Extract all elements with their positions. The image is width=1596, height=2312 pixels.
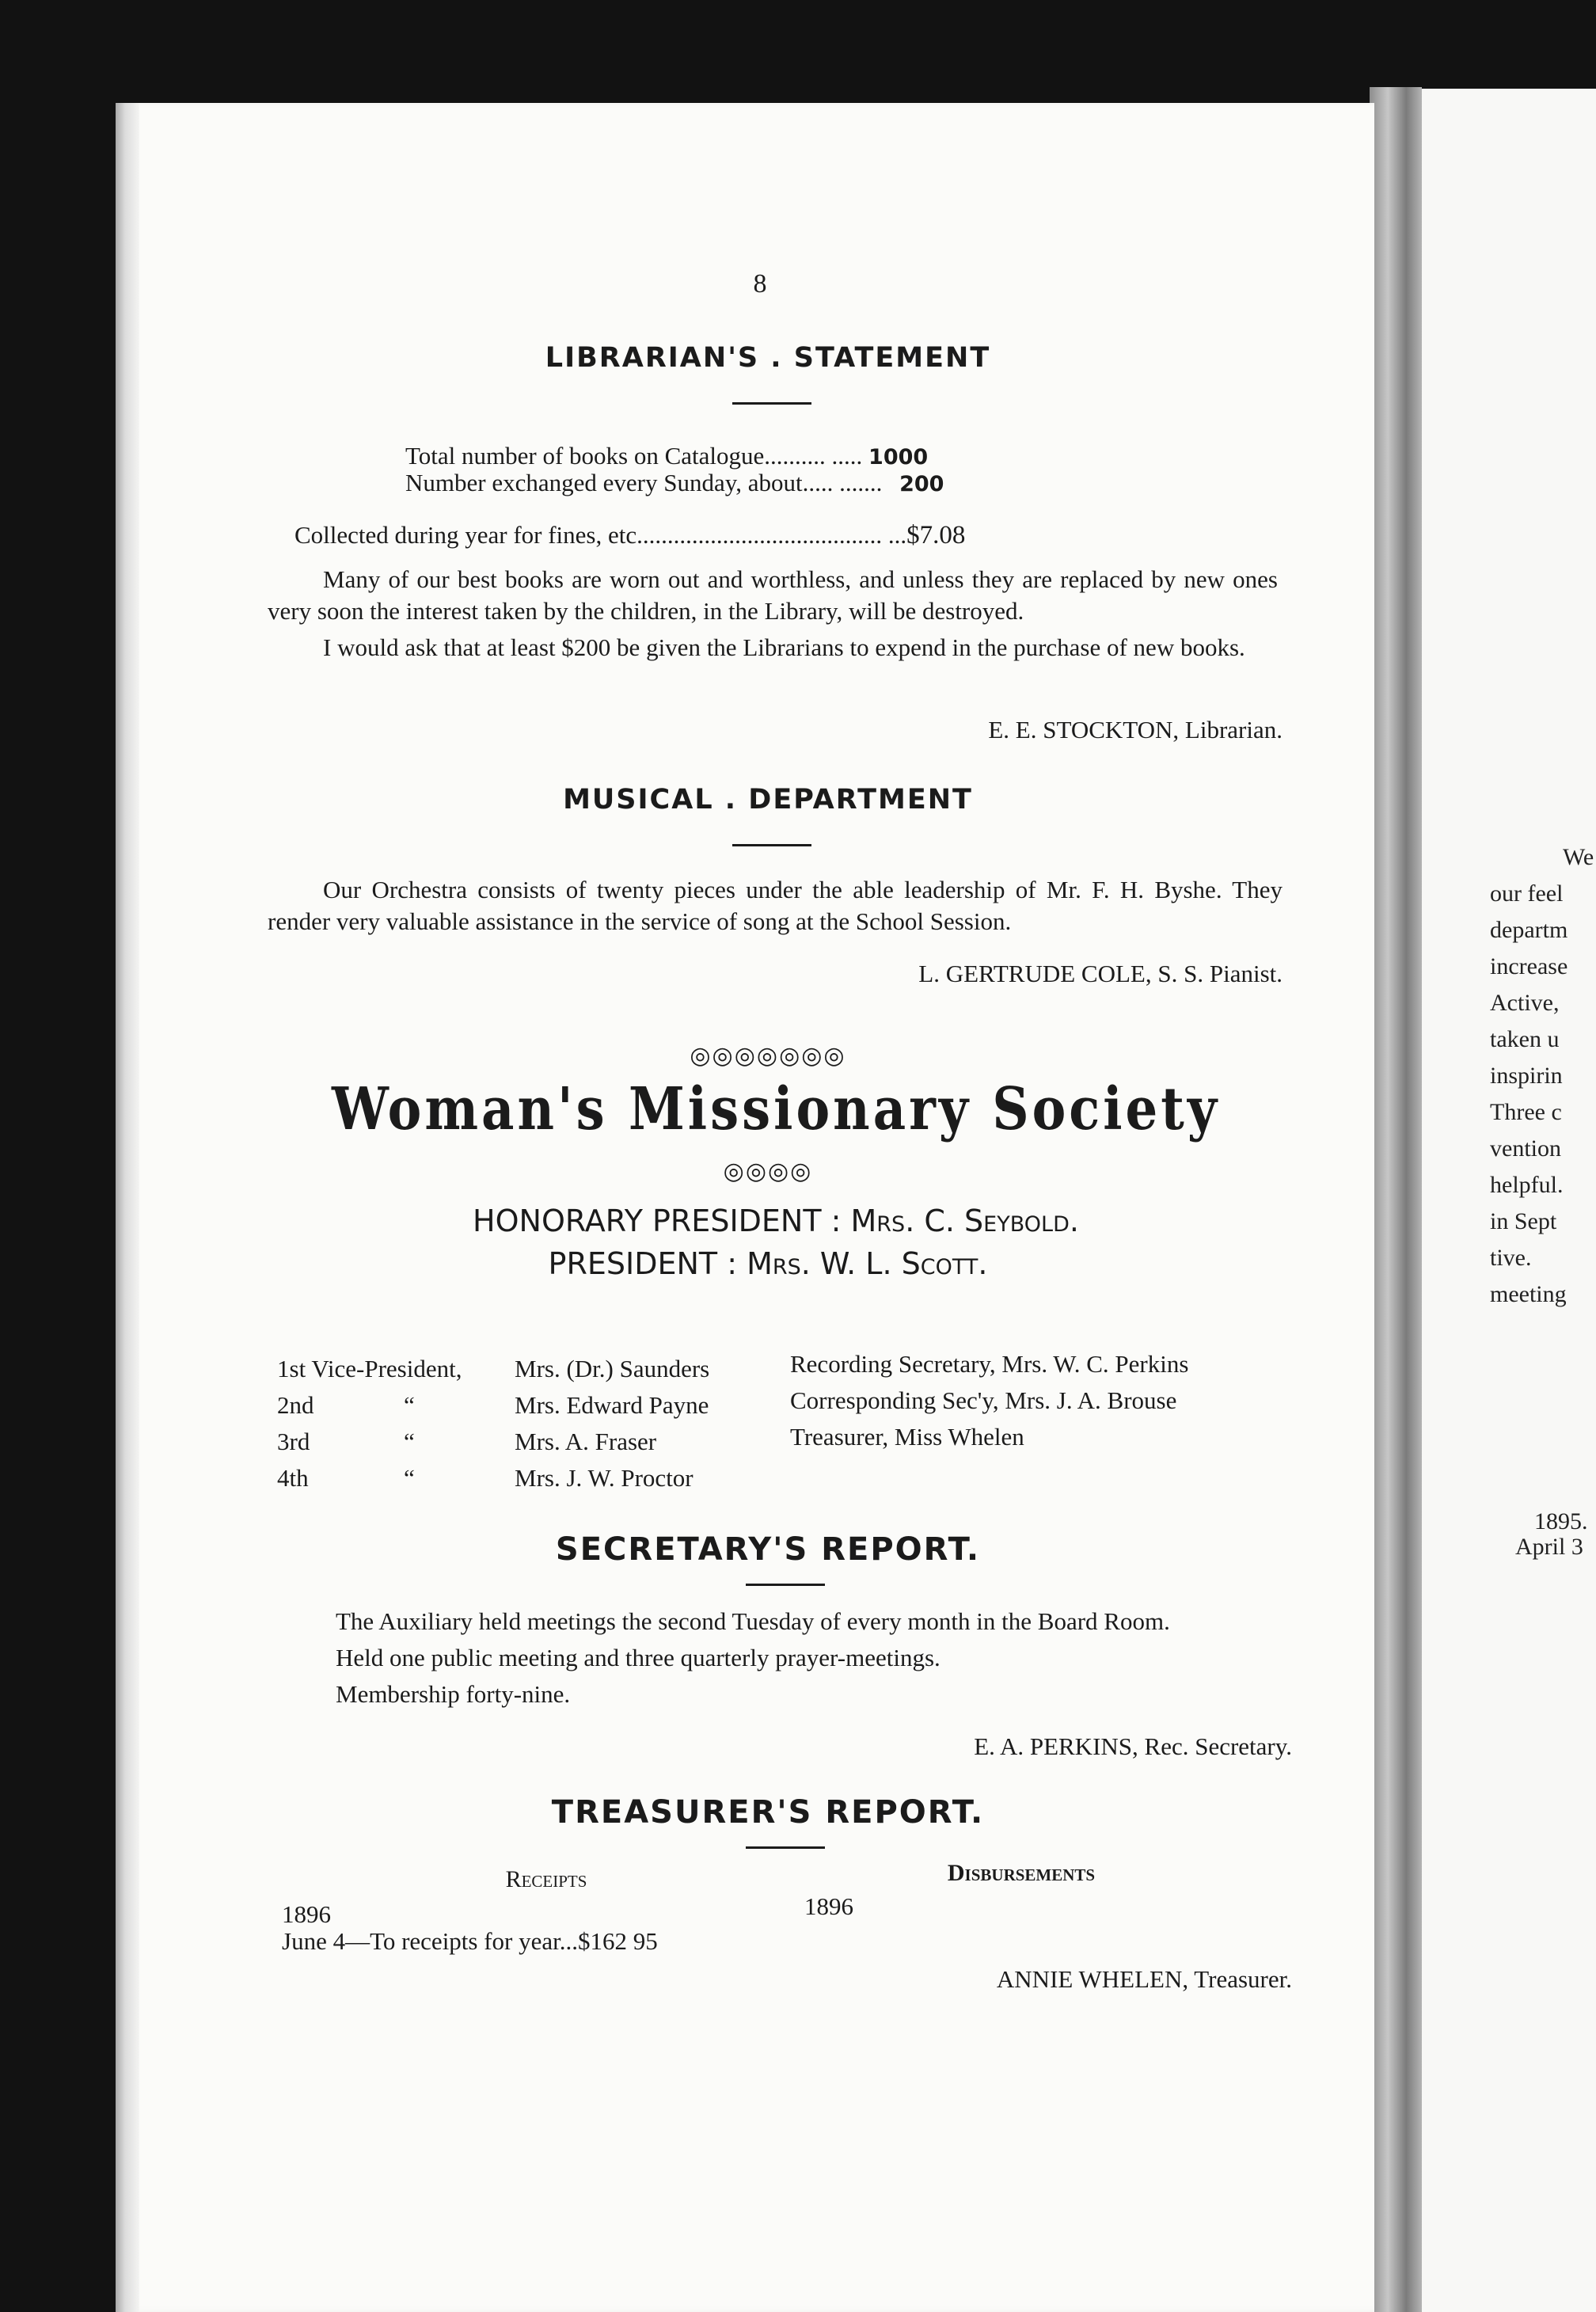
officer-row xyxy=(277,1387,768,1424)
society-ornament: ◎◎◎◎ xyxy=(723,1158,813,1185)
receipts-year: 1896 xyxy=(282,1900,331,1928)
exchanged-label: Number exchanged every Sunday, about..... ....... xyxy=(405,469,889,496)
facing-line: our feel xyxy=(1490,880,1564,907)
treasurer-heading: TREASURER'S REPORT. xyxy=(551,1794,985,1831)
page-edge-shadow xyxy=(116,103,139,2312)
book-gutter xyxy=(1370,87,1422,2312)
secretary-paragraph-1: The Auxiliary held meetings the second Tuesday of every month in the Board Room. xyxy=(336,1607,1170,1635)
facing-line: April 3 xyxy=(1515,1534,1583,1560)
receipts-line: June 4—To receipts for year...$162 95 xyxy=(282,1927,658,1955)
facing-line: increase xyxy=(1490,953,1568,979)
officer-corresponding-secretary: Corresponding Sec'y, Mrs. J. A. Brouse xyxy=(790,1386,1177,1414)
musical-paragraph: Our Orchestra consists of twenty pieces under the able leadership of Mr. F. H. Byshe. They render very valuable assistance in the service of song at the School Session. xyxy=(268,876,1282,935)
librarian-paragraph-2: I would ask that at least $200 be given the Librarians to expend in the purchase of new books. xyxy=(323,633,1245,661)
facing-line: tive. xyxy=(1490,1245,1532,1271)
officer-rank: 3rd xyxy=(277,1428,310,1455)
exchanged-value: 200 xyxy=(899,472,944,496)
musical-heading: MUSICAL . DEPARTMENT xyxy=(563,784,973,816)
librarian-heading: LIBRARIAN'S . STATEMENT xyxy=(545,342,991,374)
ditto-mark: “ xyxy=(404,1428,415,1455)
ditto-mark: “ xyxy=(404,1464,415,1492)
heading-rule xyxy=(732,402,811,405)
officer-name: Mrs. J. W. Proctor xyxy=(515,1464,694,1492)
facing-line: in Sept xyxy=(1490,1208,1557,1234)
president: PRESIDENT : Mrs. W. L. Scott. xyxy=(548,1246,988,1281)
secretary-paragraph-3: Membership forty-nine. xyxy=(336,1680,571,1708)
facing-line: We xyxy=(1563,844,1594,870)
catalogue-label: Total number of books on Catalogue.......... ..... xyxy=(405,442,869,470)
facing-line: Active, xyxy=(1490,990,1560,1016)
fines-label: Collected during year for fines, etc........................................ ... xyxy=(294,521,907,549)
ornament-row: ◎◎◎◎◎◎◎ xyxy=(690,1043,846,1069)
fines-value: $7.08 xyxy=(906,521,966,549)
officer-row xyxy=(277,1351,768,1387)
fines-line xyxy=(294,519,1292,551)
librarian-body xyxy=(268,564,1278,664)
officer-row xyxy=(277,1460,768,1496)
facing-page-bottom xyxy=(1515,1509,1596,1560)
librarian-paragraph-1: Many of our best books are worn out and worthless, and unless they are replaced by new ones very soon the interest taken by the children, in the Library, will be destroyed. xyxy=(268,565,1278,625)
disbursements-year: 1896 xyxy=(804,1892,853,1920)
facing-line: taken u xyxy=(1490,1026,1560,1052)
officer-treasurer: Treasurer, Miss Whelen xyxy=(790,1423,1024,1451)
ditto-mark: “ xyxy=(404,1391,415,1419)
facing-line: 1895. xyxy=(1534,1509,1588,1534)
facing-line: inspirin xyxy=(1490,1063,1563,1089)
officer-rank: 2nd xyxy=(277,1391,314,1419)
officer-row xyxy=(277,1424,768,1460)
officer-rank: 1st Vice-President, xyxy=(277,1355,462,1382)
officers-left xyxy=(277,1351,768,1496)
heading-rule xyxy=(746,1846,825,1849)
officer-name: Mrs. Edward Payne xyxy=(515,1391,709,1419)
treasurer-signature: ANNIE WHELEN, Treasurer. xyxy=(996,1965,1292,1993)
musical-body xyxy=(268,874,1282,937)
receipts-label: Receipts xyxy=(505,1866,587,1892)
librarian-signature: E. E. STOCKTON, Librarian. xyxy=(988,716,1282,743)
honorary-president: HONORARY PRESIDENT : Mrs. C. Seybold. xyxy=(473,1204,1079,1238)
facing-line: Three c xyxy=(1490,1099,1562,1125)
catalogue-value: 1000 xyxy=(868,445,929,470)
officer-recording-secretary: Recording Secretary, Mrs. W. C. Perkins xyxy=(790,1350,1189,1378)
officer-rank: 4th xyxy=(277,1464,309,1492)
secretary-paragraph-2: Held one public meeting and three quarterly prayer-meetings. xyxy=(336,1644,940,1671)
secretary-body xyxy=(280,1606,1294,1710)
officer-name: Mrs. A. Fraser xyxy=(515,1428,657,1455)
officer-name: Mrs. (Dr.) Saunders xyxy=(515,1355,710,1382)
facing-page-text xyxy=(1490,839,1596,1313)
secretary-signature: E. A. PERKINS, Rec. Secretary. xyxy=(974,1732,1292,1760)
facing-line: meeting xyxy=(1490,1281,1567,1307)
heading-rule xyxy=(746,1584,825,1586)
facing-line: departm xyxy=(1490,917,1568,943)
disbursements-label: Disbursements xyxy=(947,1860,1096,1886)
facing-line: helpful. xyxy=(1490,1172,1564,1198)
officers-right xyxy=(790,1346,1297,1455)
society-title: Woman's Missionary Society xyxy=(331,1075,1221,1144)
secretary-heading: SECRETARY'S REPORT. xyxy=(555,1531,981,1568)
page-number: 8 xyxy=(753,269,767,299)
musical-signature: L. GERTRUDE COLE, S. S. Pianist. xyxy=(918,960,1282,987)
facing-line: vention xyxy=(1490,1135,1561,1162)
exchanged-line xyxy=(405,467,1134,500)
heading-rule xyxy=(732,844,811,846)
